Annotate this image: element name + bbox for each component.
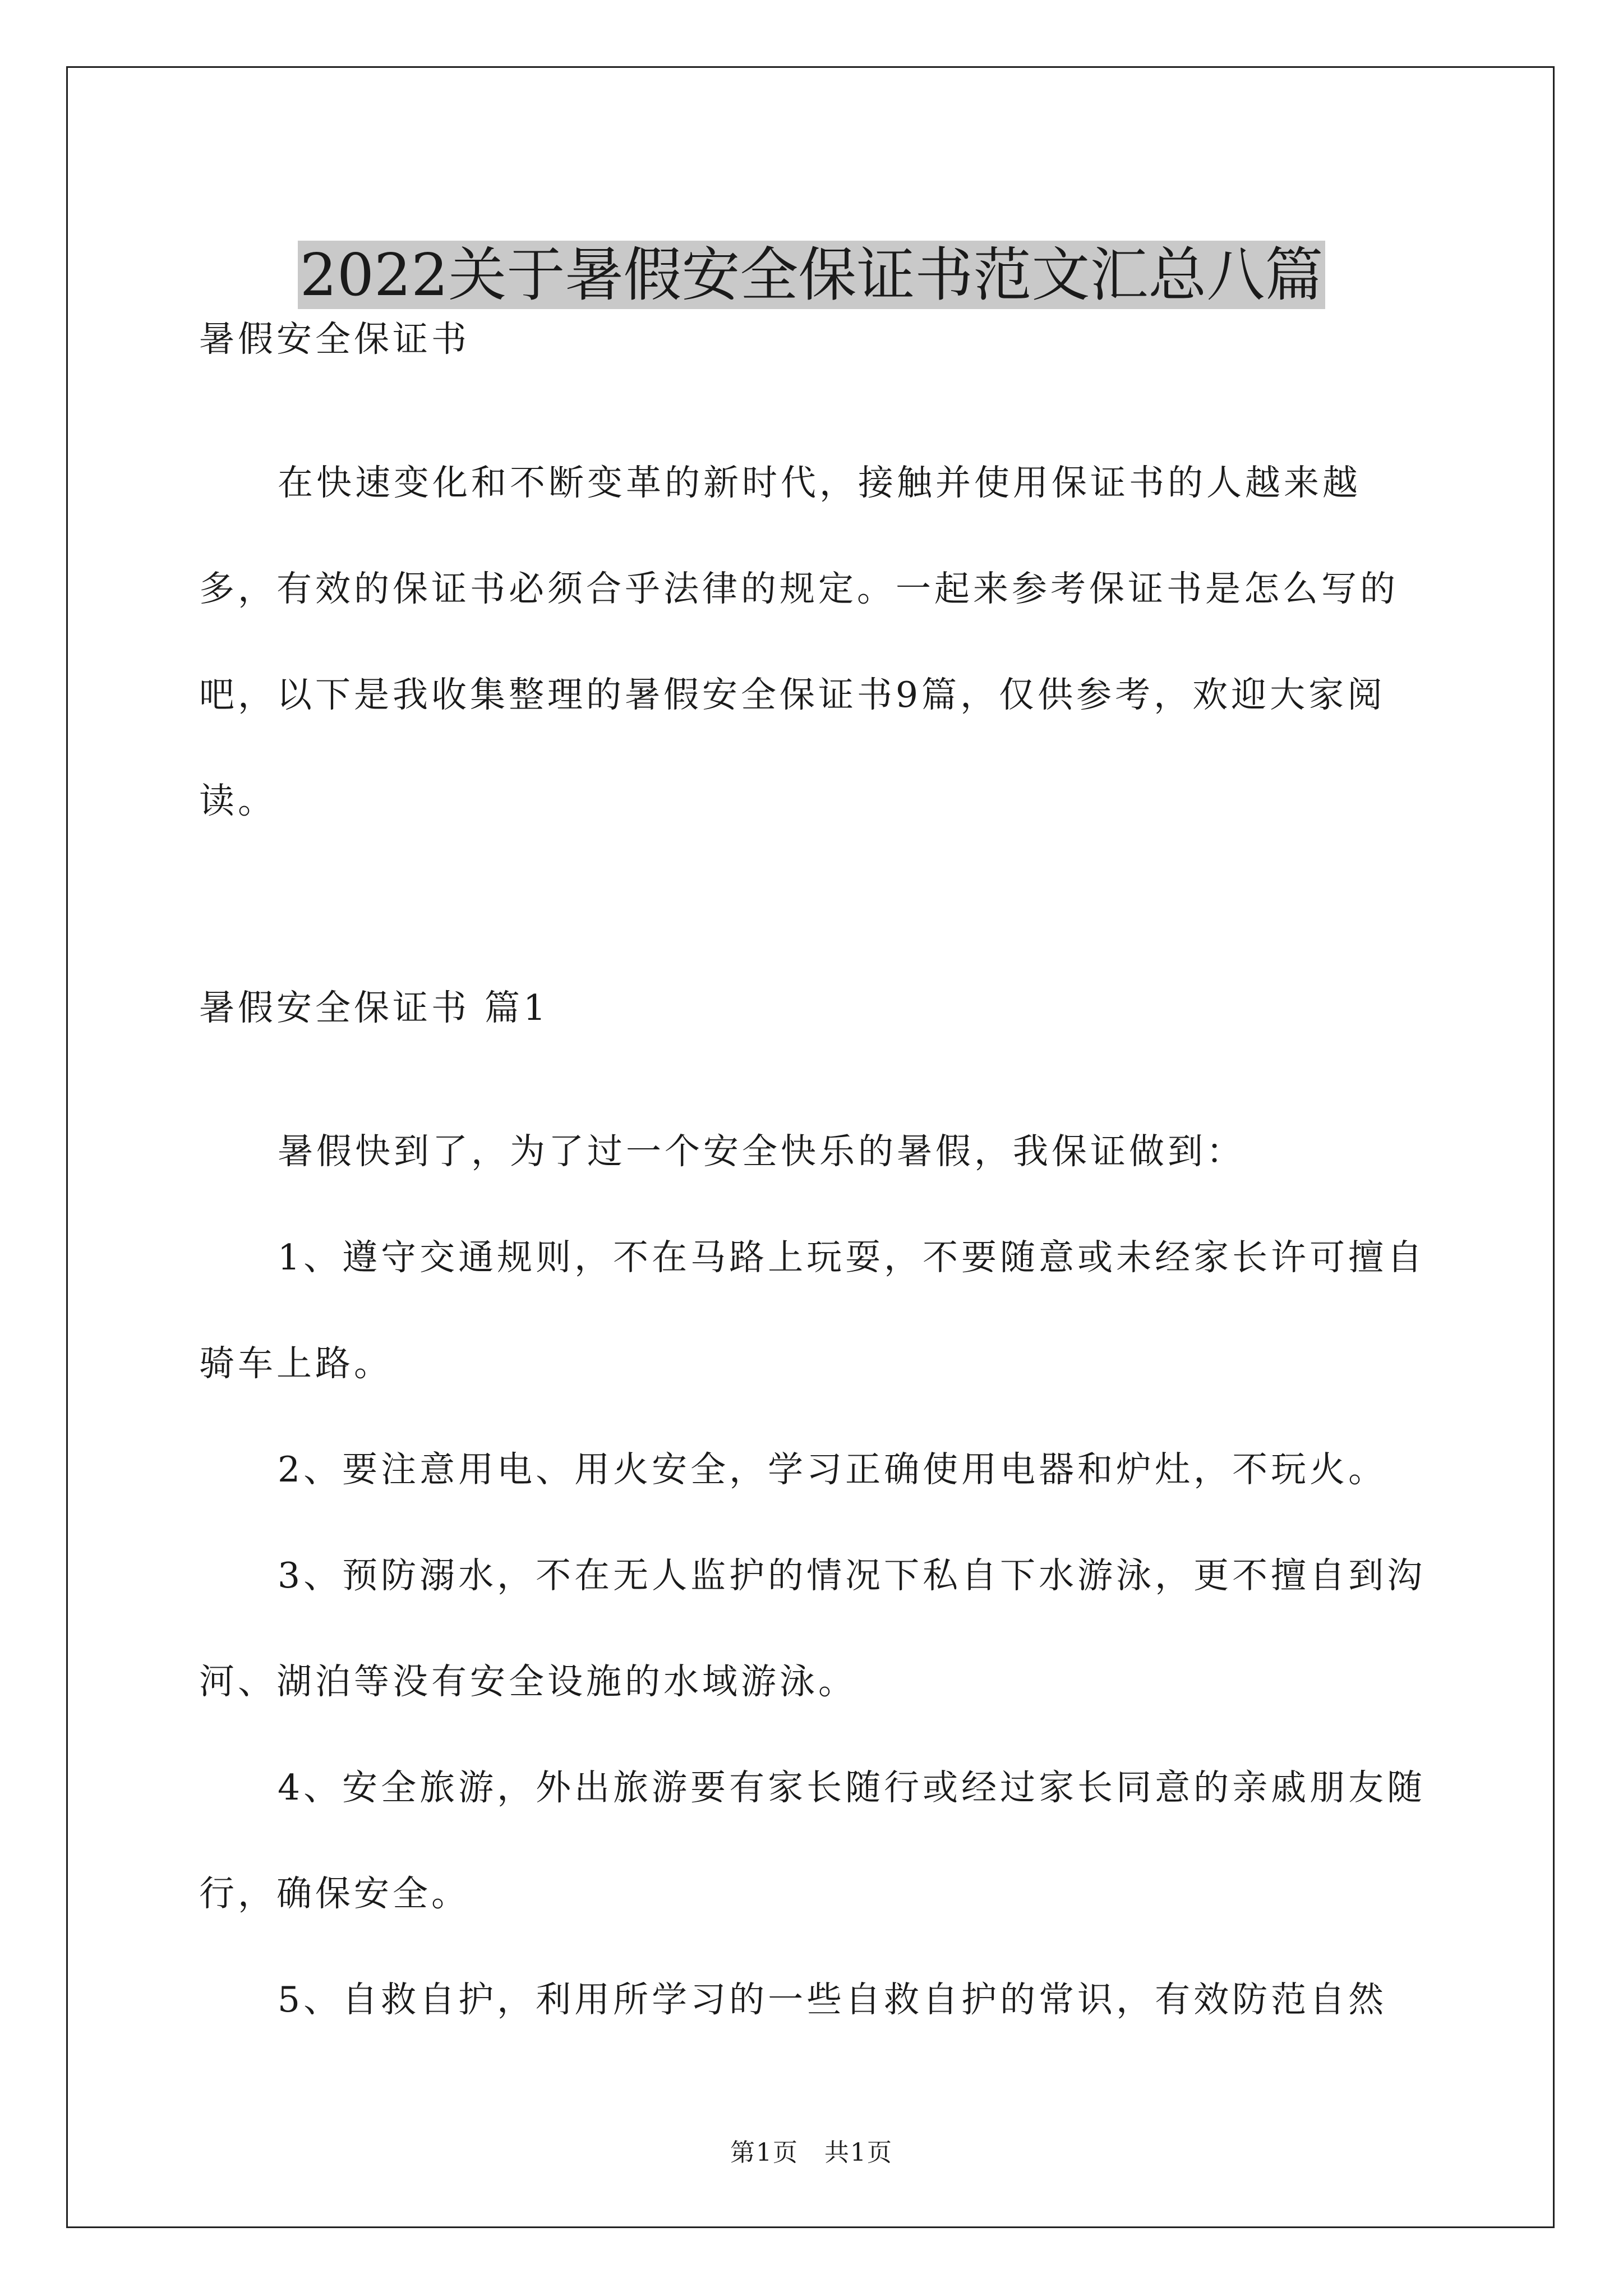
body-paragraph: 5、自救自护，利用所学习的一些自救自护的常识，有效防范自然 xyxy=(278,1979,1387,2020)
body-paragraph: 1、遵守交通规则，不在马路上玩耍，不要随意或未经家长许可擅自骑车上路。 xyxy=(199,1237,1426,1384)
document-title-text: 2022关于暑假安全保证书范文汇总八篇 xyxy=(298,241,1326,309)
intro-heading: 暑假安全保证书 xyxy=(199,319,470,360)
page-number-footer: 第1页 共1页 xyxy=(730,2138,893,2167)
body-paragraph: 3、预防溺水，不在无人监护的情况下私自下水游泳，更不擅自到沟河、湖泊等没有安全设施的水域游泳。 xyxy=(199,1555,1426,1702)
section-heading: 暑假安全保证书 篇1 xyxy=(199,987,550,1028)
body-paragraph: 暑假快到了，为了过一个安全快乐的暑假，我保证做到： xyxy=(278,1131,1245,1172)
intro-paragraph: 在快速变化和不断变革的新时代，接触并使用保证书的人越来越多，有效的保证书必须合乎法律的规定。一起来参考保证书是怎么写的吧，以下是我收集整理的暑假安全保证书9篇，仅供参考，欢迎大家阅读。 xyxy=(199,462,1399,821)
body-paragraph: 2、要注意用电、用火安全，学习正确使用电器和炉灶，不玩火。 xyxy=(278,1449,1387,1490)
body-paragraph: 4、安全旅游，外出旅游要有家长随行或经过家长同意的亲戚朋友随行，确保安全。 xyxy=(199,1767,1426,1914)
document-title xyxy=(0,236,1623,314)
